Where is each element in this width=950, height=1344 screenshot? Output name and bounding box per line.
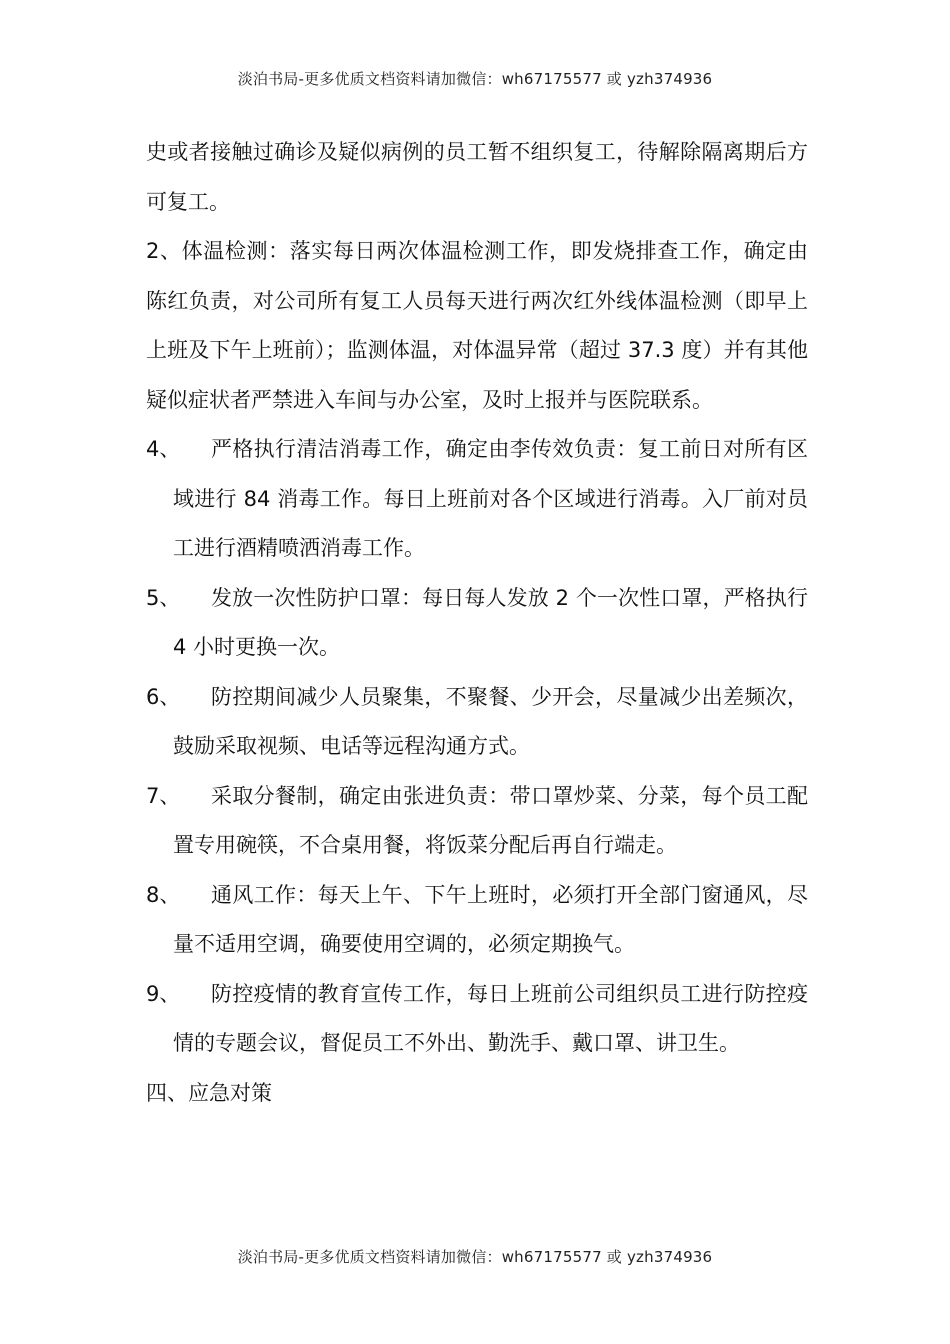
- list-item: [146, 970, 808, 1069]
- list-item-text: 通风工作：每天上午、下午上班时，必须打开全部门窗通风，尽量不适用空调，确要使用空调的，必须定期换气。: [173, 882, 808, 956]
- page-footer: 淡泊书局-更多优质文档资料请加微信：wh67175577 或 yzh374936: [237, 1248, 713, 1266]
- list-item-text: 防控疫情的教育宣传工作，每日上班前公司组织员工进行防控疫情的专题会议，督促员工不外出、勤洗手、戴口罩、讲卫生。: [173, 981, 808, 1055]
- list-item: [146, 772, 808, 871]
- list-item-text: 严格执行清洁消毒工作，确定由李传效负责：复工前日对所有区域进行 84 消毒工作。每日上班前对各个区域进行消毒。入厂前对员工进行酒精喷洒消毒工作。: [173, 437, 808, 560]
- list-item: [146, 425, 808, 574]
- list-item-number: 7、: [146, 783, 181, 808]
- list-item-number: 8、: [146, 882, 181, 907]
- list-item-number: 4、: [146, 437, 181, 461]
- section-heading: 四、应急对策: [146, 1080, 272, 1105]
- continuation-paragraph: 史或者接触过确诊及疑似病例的员工暂不组织复工，待解除隔离期后方可复工。: [146, 140, 808, 214]
- list-item-text: 发放一次性防护口罩：每日每人发放 2 个一次性口罩，严格执行 4 小时更换一次。: [173, 585, 808, 659]
- list-item: [146, 871, 808, 970]
- item-2-paragraph: 2、体温检测：落实每日两次体温检测工作，即发烧排查工作，确定由陈红负责，对公司所有复工人员每天进行两次红外线体温检测（即早上上班及下午上班前）；监测体温，对体温异常（超过 37.3 度）并有其他疑似症状者严禁进入车间与办公室，及时上报并与医院联系。: [146, 239, 808, 412]
- list-item-text: 防控期间减少人员聚集，不聚餐、少开会，尽量减少出差频次，鼓励采取视频、电话等远程沟通方式。: [173, 684, 808, 758]
- list-item-number: 6、: [146, 684, 181, 709]
- document-body: [146, 128, 808, 1118]
- list-item: [146, 574, 808, 673]
- list-item-number: 5、: [146, 585, 181, 610]
- page-header: 淡泊书局-更多优质文档资料请加微信：wh67175577 或 yzh374936: [237, 70, 713, 88]
- list-item-number: 9、: [146, 981, 181, 1006]
- list-item-text: 采取分餐制，确定由张进负责：带口罩炒菜、分菜，每个员工配置专用碗筷，不合桌用餐，将饭菜分配后再自行端走。: [173, 783, 808, 857]
- list-item: [146, 673, 808, 772]
